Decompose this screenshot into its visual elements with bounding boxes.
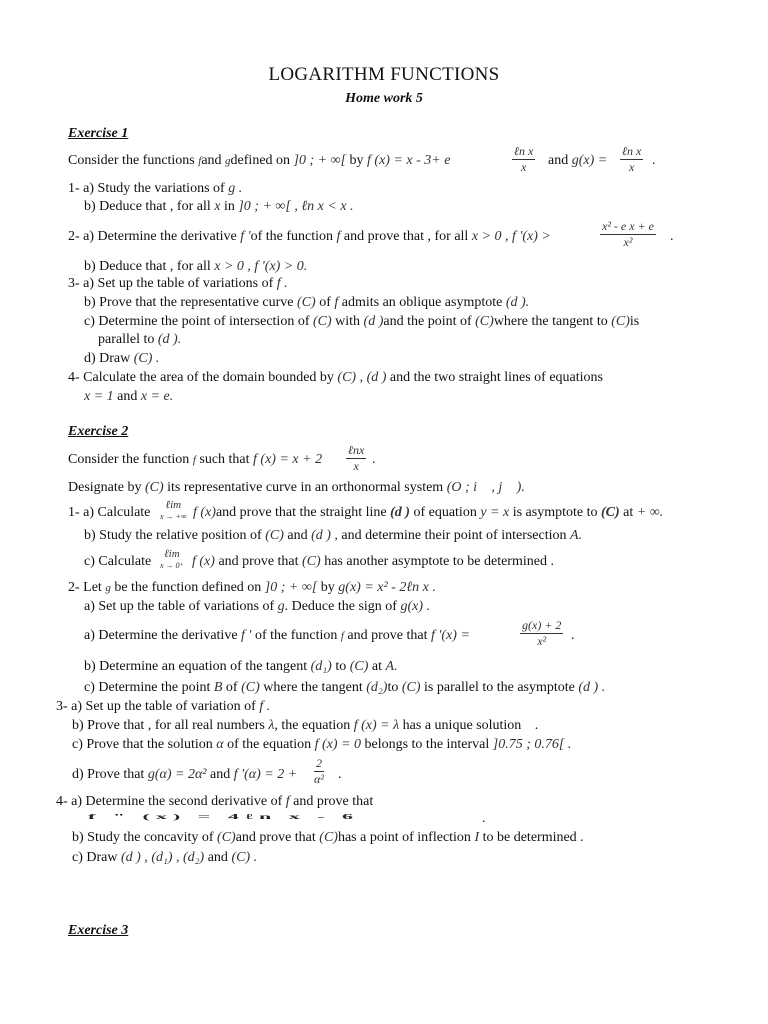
exercise-2-heading: Exercise 2 — [68, 424, 129, 439]
ex2-q2a2-fraction: $\frac{g(x) + 2}{\text{x²}}$ — [522, 618, 562, 648]
ex2-intro: Consider the function f such that f (x) = x + 2 — [68, 452, 323, 467]
ex2-designate: Designate by (C) its representative curve in an orthonormal system (O ; i⃗ , j⃗ ). — [68, 480, 525, 495]
ex2-q1a-limit: ℓim x → +∞ — [160, 499, 187, 521]
ex1-q2b: b) Deduce that , for all x > 0 , f '(x) > 0. — [84, 259, 308, 274]
ex2-q3a: 3- a) Set up the table of variation of f . — [56, 699, 271, 714]
page-subtitle: Home work 5 — [345, 91, 423, 106]
ex1-q2a-fraction: $\frac{\text{x² - e x + e}}{\text{x²}}$ — [602, 219, 654, 249]
ex1-intro-end: . — [652, 153, 656, 168]
ex1-q3d: d) Draw (C) . — [84, 351, 160, 366]
ex2-q1a-rest: f (x)and prove that the straight line (d ) of equation y = x is asymptote to (C) at + ∞. — [193, 505, 664, 520]
ex2-q3b: b) Prove that , for all real numbers λ, the equation f (x) = λ has a unique solution . — [72, 718, 539, 733]
ex2-q2a: a) Set up the table of variations of g. Deduce the sign of g(x) . — [84, 599, 431, 614]
ex1-f-fraction: ℓn x x — [514, 144, 534, 174]
ex2-q3d: d) Prove that g(α) = 2α² and f '(α) = 2 + — [72, 767, 298, 782]
ex2-q4c: c) Draw (d ) , (d₁) , (d₂) and (C) . — [72, 850, 258, 865]
ex1-q3c-cont: parallel to (d ). — [98, 332, 182, 347]
ex1-q4: 4- Calculate the area of the domain bounded by (C) , (d ) and the two straight lines of equations — [68, 370, 603, 385]
ex1-q3a: 3- a) Set up the table of variations of f . — [68, 276, 288, 291]
ex2-q4a-period: . — [482, 811, 486, 826]
ex1-q1b: b) Deduce that , for all x in ]0 ; + ∞[ , ℓn x < x . — [84, 199, 354, 214]
ex2-q2b: b) Determine an equation of the tangent (d₁) to (C) at A. — [84, 659, 398, 674]
ex1-q2a: 2- a) Determine the derivative f 'of the function f and prove that , for all x > 0 , f '(x) > — [68, 229, 551, 244]
ex2-q1c: c) Calculate — [84, 554, 152, 569]
ex1-intro-g: and g(x) = — [548, 153, 608, 168]
page-title: LOGARITHM FUNCTIONS — [268, 64, 500, 85]
ex1-q3c: c) Determine the point of intersection of (C) with (d )and the point of (C)where the tangent to (C)is — [84, 314, 640, 329]
ex1-q2a-period: . — [670, 229, 674, 244]
ex1-q3b: b) Prove that the representative curve (C) of f admits an oblique asymptote (d ). — [84, 295, 530, 310]
ex2-q3d-period: . — [338, 767, 342, 782]
ex2-q2a2: a) Determine the derivative f ' of the function f and prove that f '(x) = — [84, 628, 470, 643]
exercise-1-heading: Exercise 1 — [68, 126, 129, 141]
ex2-q2a2-period: . — [571, 628, 575, 643]
ex1-g-fraction: ℓn x x — [622, 144, 642, 174]
ex2-q3d-fraction: $\frac{2}{\text{α²}}$ — [314, 756, 324, 786]
ex1-q1a: 1- a) Study the variations of g . — [68, 181, 243, 196]
ex2-intro-period: . — [372, 452, 376, 467]
ex2-q4a: 4- a) Determine the second derivative of f and prove that — [56, 794, 374, 809]
ex2-q4b: b) Study the concavity of (C)and prove that (C)has a point of inflection I to be determined . — [72, 830, 584, 845]
ex2-q4a-garbled-formula: f " (x) = 4ℓn x - 6 — [88, 812, 360, 821]
ex1-intro: Consider the functions fand gdefined on ]0 ; + ∞[ by f (x) = x - 3+ e — [68, 153, 451, 168]
exercise-3-heading: Exercise 3 — [68, 923, 129, 938]
ex2-q2c: c) Determine the point B of (C) where the tangent (d₂)to (C) is parallel to the asymptote (d ) . — [84, 680, 606, 695]
ex2-q1c-rest: f (x) and prove that (C) has another asymptote to be determined . — [192, 554, 554, 569]
ex2-q1c-limit: ℓim x → 0⁺ — [160, 548, 184, 570]
ex1-q4-cont: x = 1 and x = e. — [84, 389, 174, 404]
ex2-q1b: b) Study the relative position of (C) and (d ) , and determine their point of intersection A. — [84, 528, 583, 543]
ex2-q1a: 1- a) Calculate — [68, 505, 151, 520]
ex2-q3c: c) Prove that the solution α of the equation f (x) = 0 belongs to the interval ]0.75 ; 0.76[ . — [72, 737, 572, 752]
ex2-q2: 2- Let g be the function defined on ]0 ; + ∞[ by g(x) = x² - 2ℓn x . — [68, 580, 436, 595]
ex2-f-fraction: ℓnx x — [348, 443, 365, 473]
